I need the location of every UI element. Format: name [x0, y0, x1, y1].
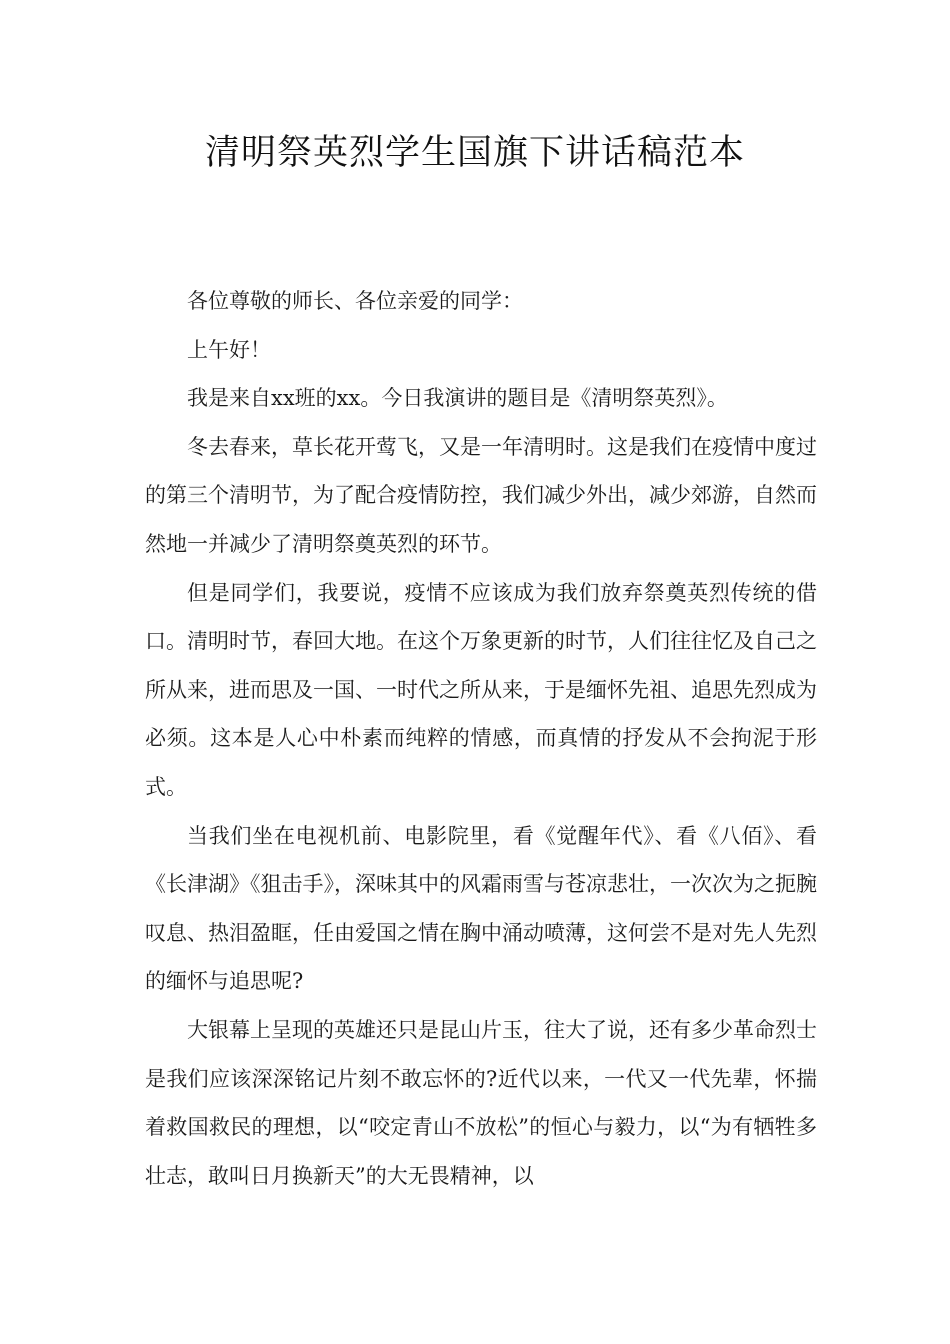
document-title: 清明祭英烈学生国旗下讲话稿范本 — [204, 133, 745, 173]
paragraph: 当我们坐在电视机前、电影院里，看《觉醒年代》、看《八佰》、看《长津湖》《狙击手》，深味其中的风霜雨雪与苍凉悲壮，一次次为之扼腕叹息、热泪盈眶，任由爱国之情在胸中涌动喷薄，这何尝不是对先人先烈的缅怀与追思呢? — [145, 823, 817, 994]
document-body — [145, 277, 817, 1200]
paragraph: 大银幕上呈现的英雄还只是昆山片玉，往大了说，还有多少革命烈士是我们应该深深铭记片刻不敢忘怀的?近代以来，一代又一代先辈，怀揣着救国救民的理想，以“咬定青山不放松”的恒心与毅力，以“为有牺牲多壮志，敢叫日月换新天”的大无畏精神，以 — [145, 1017, 817, 1188]
paragraph: 但是同学们，我要说，疫情不应该成为我们放弃祭奠英烈传统的借口。清明时节，春回大地。在这个万象更新的时节，人们往往忆及自己之所从来，进而思及一国、一时代之所从来，于是缅怀先祖、追思先烈成为必须。这本是人心中朴素而纯粹的情感，而真情的抒发从不会拘泥于形式。 — [145, 580, 817, 799]
paragraph-introduction: 我是来自xx班的xx。今日我演讲的题目是《清明祭英烈》。 — [187, 386, 728, 411]
paragraph: 冬去春来，草长花开莺飞，又是一年清明时。这是我们在疫情中度过的第三个清明节，为了配合疫情防控，我们减少外出，减少郊游，自然而然地一并减少了清明祭奠英烈的环节。 — [145, 434, 817, 556]
paragraph-greeting: 各位尊敬的师长、各位亲爱的同学： — [187, 289, 523, 313]
paragraph-good-morning: 上午好！ — [187, 337, 271, 362]
